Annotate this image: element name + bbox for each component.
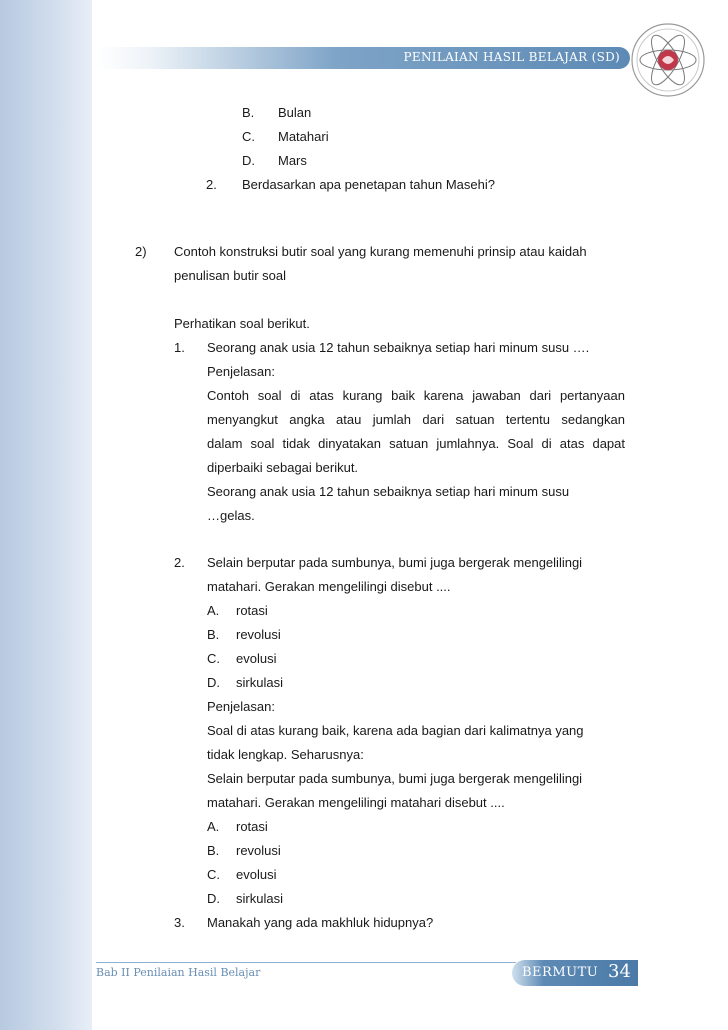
item1-fix-line2: …gelas. xyxy=(207,508,255,523)
item2-option-b-text: revolusi xyxy=(236,627,281,642)
item2-fix-option-b-letter: B. xyxy=(207,843,220,858)
item2-fix-option-a-text: rotasi xyxy=(236,819,268,834)
page-number: 34 xyxy=(608,961,631,982)
item1-explanation-line4: diperbaiki sebagai berikut. xyxy=(207,460,359,475)
prev-option-d-letter: D. xyxy=(242,153,255,168)
item2-fix-line1: Selain berputar pada sumbunya, bumi juga bergerak mengelilingi xyxy=(207,771,583,786)
section-number: 2) xyxy=(135,244,147,259)
item3-question: Manakah yang ada makhluk hidupnya? xyxy=(207,915,434,930)
item2-fix-option-a-letter: A. xyxy=(207,819,220,834)
item1-explanation-line1: Contoh soal di atas kurang baik karena jawaban dari pertanyaan xyxy=(207,388,625,403)
footer-chapter-title: Bab II Penilaian Hasil Belajar xyxy=(96,966,261,979)
institution-logo xyxy=(624,20,712,100)
item2-number: 2. xyxy=(174,555,185,570)
item2-fix-line2: matahari. Gerakan mengelilingi matahari disebut .... xyxy=(207,795,505,810)
prev-option-d-text: Mars xyxy=(278,153,307,168)
item2-option-c-text: evolusi xyxy=(236,651,277,666)
item2-option-b-letter: B. xyxy=(207,627,220,642)
prev-option-c-text: Matahari xyxy=(278,129,329,144)
item2-explanation-line1: Soal di atas kurang baik, karena ada bagian dari kalimatnya yang xyxy=(207,723,584,738)
item1-explanation-label: Penjelasan: xyxy=(207,364,275,379)
section-title-line1: Contoh konstruksi butir soal yang kurang memenuhi prinsip atau kaidah xyxy=(174,244,587,259)
section-intro: Perhatikan soal berikut. xyxy=(174,316,310,331)
item2-fix-option-d-text: sirkulasi xyxy=(236,891,283,906)
header-title: PENILAIAN HASIL BELAJAR (SD) xyxy=(403,50,620,64)
item2-explanation-line2: tidak lengkap. Seharusnya: xyxy=(207,747,364,762)
page-sidebar-strip xyxy=(0,0,92,1030)
footer-bar xyxy=(512,960,638,986)
item2-option-a-text: rotasi xyxy=(236,603,268,618)
item1-number: 1. xyxy=(174,340,185,355)
item2-explanation-label: Penjelasan: xyxy=(207,699,275,714)
item2-fix-option-c-letter: C. xyxy=(207,867,220,882)
item2-option-d-letter: D. xyxy=(207,675,220,690)
item1-fix-line1: Seorang anak usia 12 tahun sebaiknya setiap hari minum susu xyxy=(207,484,570,499)
item2-option-a-letter: A. xyxy=(207,603,220,618)
item1-question: Seorang anak usia 12 tahun sebaiknya setiap hari minum susu …. xyxy=(207,340,590,355)
item1-explanation-line3: dalam soal tidak dinyatakan satuan jumlahnya. Soal di atas dapat xyxy=(207,436,625,451)
footer-brand: BERMUTU xyxy=(522,965,599,980)
prev-question-2-text: Berdasarkan apa penetapan tahun Masehi? xyxy=(242,177,495,192)
prev-option-b-text: Bulan xyxy=(278,105,312,120)
footer-divider xyxy=(96,962,516,963)
item2-fix-option-b-text: revolusi xyxy=(236,843,281,858)
item2-option-c-letter: C. xyxy=(207,651,220,666)
item2-fix-option-d-letter: D. xyxy=(207,891,220,906)
item2-question-line2: matahari. Gerakan mengelilingi disebut .... xyxy=(207,579,451,594)
item2-fix-option-c-text: evolusi xyxy=(236,867,277,882)
item1-explanation-line2: menyangkut angka atau jumlah dari satuan tertentu sedangkan xyxy=(207,412,625,427)
header-bar xyxy=(96,47,630,69)
item3-number: 3. xyxy=(174,915,185,930)
section-title-line2: penulisan butir soal xyxy=(174,268,287,283)
item2-option-d-text: sirkulasi xyxy=(236,675,283,690)
item2-question-line1: Selain berputar pada sumbunya, bumi juga bergerak mengelilingi xyxy=(207,555,583,570)
prev-option-b-letter: B. xyxy=(242,105,255,120)
prev-option-c-letter: C. xyxy=(242,129,255,144)
prev-question-2-number: 2. xyxy=(206,177,217,192)
